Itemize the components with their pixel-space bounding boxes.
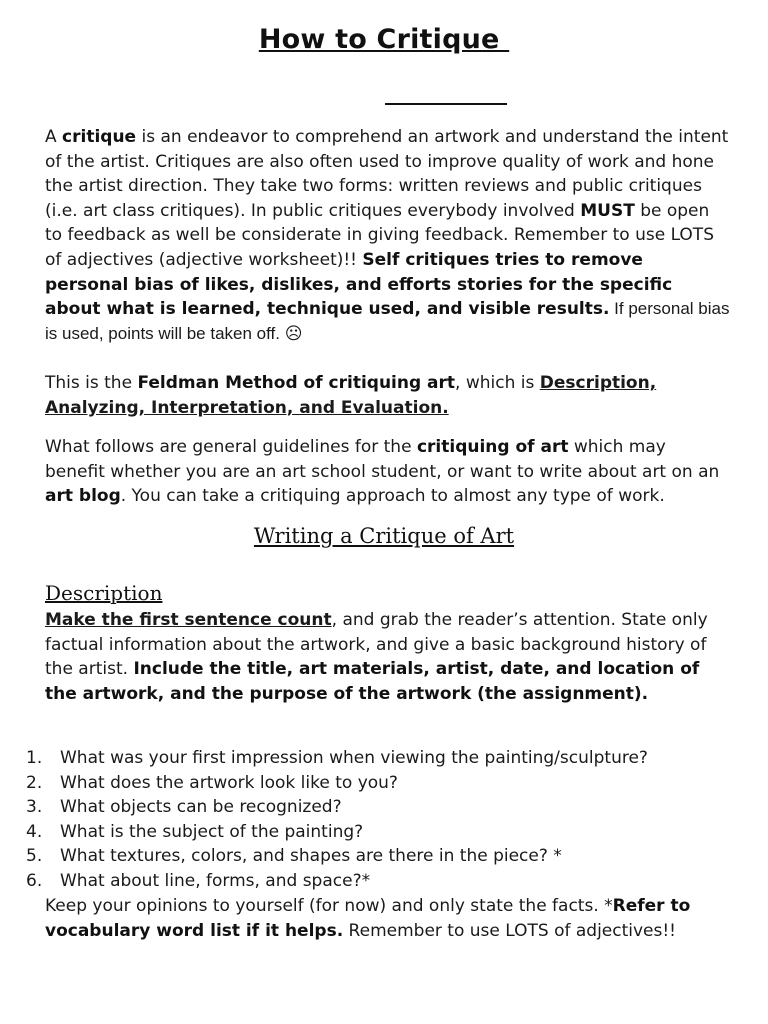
closing-text-1: Keep your opinions to yourself (for now) and only state the facts. *: [45, 896, 613, 916]
list-item: [0, 795, 768, 820]
question-text: What was your first impression when viewing the painting/sculpture?: [60, 748, 648, 768]
intro-text-2: is an endeavor to comprehend an artwork and understand the intent of the artist. Critiques are also often used to improve quality of work and hone the artist direction. They take two forms: written reviews and public critiques (i.e. art class critiques). In public critiques everybody involved: [45, 127, 729, 221]
feldman-text-1: This is the: [45, 373, 138, 393]
list-item: [0, 746, 768, 771]
description-text: , and grab the reader’s attention. State only factual information about the artwork, and give a basic background history of the artist.: [45, 610, 708, 680]
list-item: [0, 820, 768, 845]
critiquing-of-art-link[interactable]: critiquing of art: [416, 437, 569, 457]
question-number: 6.: [26, 870, 43, 891]
description-paragraph: [45, 608, 730, 706]
question-number: 4.: [26, 821, 43, 842]
closing-vocabulary-note: Refer to vocabulary word list if it helps.: [45, 896, 691, 941]
question-number: 1.: [26, 748, 43, 768]
question-text: What does the artwork look like to you?: [60, 772, 398, 793]
closing-paragraph: [45, 894, 735, 943]
description-heading: Description: [45, 581, 163, 605]
intro-paragraph: [45, 125, 730, 346]
list-item: [0, 844, 768, 869]
list-item: [0, 771, 768, 796]
question-list: [0, 746, 768, 894]
guidelines-text-3: . You can take a critiquing approach to almost any type of work.: [120, 486, 665, 507]
feldman-steps: Description, Analyzing, Interpretation, and Evaluation.: [45, 373, 657, 418]
intro-text-3: be open to feedback as well be considerate in giving feedback. Remember to use LOTS of adjectives (adjective worksheet)!!: [45, 200, 714, 270]
feldman-text-2: , which is: [455, 373, 540, 393]
list-item: [0, 869, 768, 894]
question-number: 3.: [26, 797, 43, 818]
intro-bias-warning: If personal bias is used, points will be taken off. ☹: [45, 299, 730, 343]
guidelines-text-1: What follows are general guidelines for the: [45, 437, 417, 457]
description-lead: Make the first sentence count: [45, 610, 332, 630]
section-heading: Writing a Critique of Art: [253, 524, 515, 548]
title-underline-rule: [385, 103, 507, 105]
art-blog-link[interactable]: art blog: [45, 486, 121, 507]
question-text: What textures, colors, and shapes are there in the piece? *: [60, 846, 562, 867]
guidelines-paragraph: [45, 435, 730, 509]
question-text: What about line, forms, and space?*: [60, 870, 371, 891]
description-requirements: Include the title, art materials, artist, date, and location of the artwork, and the purpose of the artwork (the assignment).: [45, 659, 700, 704]
page-title: How to Critique: [258, 24, 510, 55]
guidelines-text-2: which may benefit whether you are an art school student, or want to write about art on an: [45, 437, 720, 482]
closing-text-2: Remember to use LOTS of adjectives!!: [343, 920, 677, 941]
intro-text-1: A: [45, 127, 63, 147]
intro-self-critique-statement: Self critiques tries to remove personal bias of likes, dislikes, and efforts stories for the specific about what is learned, technique used, and visible results.: [45, 249, 673, 320]
question-text: What objects can be recognized?: [60, 797, 342, 818]
feldman-paragraph: [45, 371, 730, 420]
question-number: 2.: [26, 772, 43, 793]
intro-must-term: MUST: [580, 200, 635, 221]
question-text: What is the subject of the painting?: [60, 821, 364, 842]
question-number: 5.: [26, 846, 43, 867]
feldman-method-term: Feldman Method of critiquing art: [137, 373, 456, 393]
intro-critique-term: critique: [62, 127, 137, 147]
